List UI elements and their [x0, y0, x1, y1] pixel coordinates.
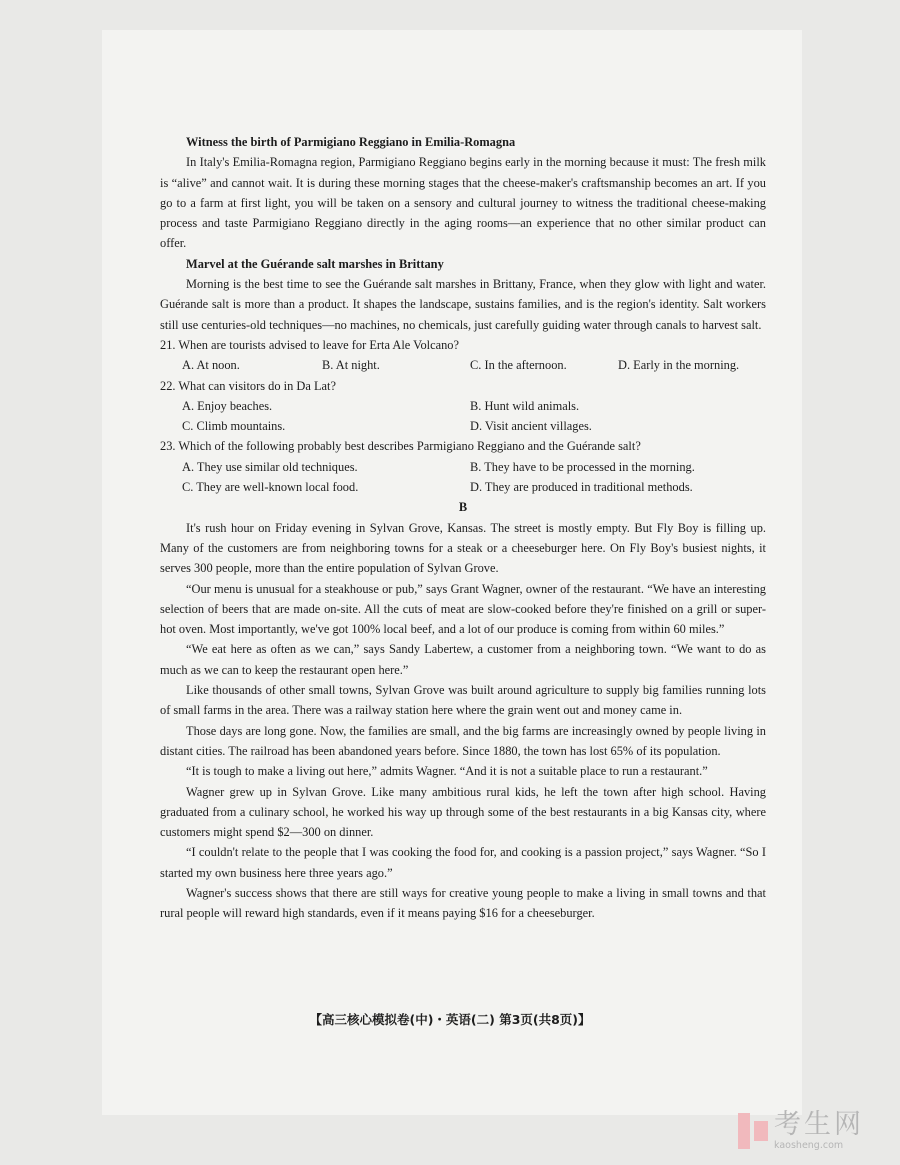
passage-b-paragraph-8: “I couldn't relate to the people that I was cooking the food for, and cooking is a passion project,” says Wagner. “So I started my own business here three years ago.”	[160, 845, 766, 880]
option-23-b: B. They have to be processed in the morning.	[470, 459, 695, 474]
option-22-a: A. Enjoy beaches.	[182, 398, 273, 413]
option-21-a: A. At noon.	[182, 358, 240, 373]
passage-b-paragraph-3: “We eat here as often as we can,” says Sandy Labertew, a customer from a neighboring town. “We want to do as much as we can to keep the restaurant open here.”	[160, 642, 766, 677]
parmigiano-paragraph: In Italy's Emilia-Romagna region, Parmigiano Reggiano begins early in the morning because it must: The fresh milk is “alive” and cannot wait. It is during these morning stages that the cheese-maker's craftsmanship becomes an art. If you go to a farm at first light, you will be taken on a sensory and cultural journey to witness the traditional cheese-making process and taste Parmigiano Reggiano directly in the aging rooms—an experience that no other similar product can offer.	[160, 155, 766, 251]
question-23-options-row1	[182, 457, 766, 477]
question-23-options-row2	[182, 477, 766, 497]
kaosheng-watermark	[738, 1110, 864, 1151]
option-23-d: D. They are produced in traditional methods.	[470, 480, 693, 495]
page-footer: 【高三核心模拟卷(中)・英语(二) 第3页(共8页)】	[309, 1012, 591, 1027]
option-21-b: B. At night.	[322, 358, 380, 373]
watermark-url: kaosheng.com	[774, 1140, 844, 1151]
question-22-options-row1	[182, 396, 766, 416]
parmigiano-heading: Witness the birth of Parmigiano Reggiano in Emilia-Romagna	[186, 135, 516, 149]
question-21: 21. When are tourists advised to leave for Erta Ale Volcano?	[160, 337, 460, 352]
watermark-brand: 考生网	[774, 1109, 864, 1140]
kaosheng-logo-icon	[738, 1113, 768, 1149]
option-22-c: C. Climb mountains.	[182, 419, 286, 434]
passage-b-paragraph-9: Wagner's success shows that there are still ways for creative young people to make a living in small towns and that rural people will reward high standards, even if it means paying $16 for a cheeseburger.	[160, 885, 766, 921]
passage-b-paragraph-5: Those days are long gone. Now, the families are small, and the big farms are increasingly owned by people living in distant cities. The railroad has been abandoned years before. Since 1880, the town has lost 65% of its population.	[160, 723, 766, 758]
passage-b-paragraph-6: “It is tough to make a living out here,” admits Wagner. “And it is not a suitable place to run a restaurant.”	[186, 764, 708, 779]
question-22: 22. What can visitors do in Da Lat?	[160, 378, 336, 393]
option-21-c: C. In the afternoon.	[470, 358, 567, 373]
guerande-heading: Marvel at the Guérande salt marshes in Brittany	[186, 256, 444, 271]
option-23-a: A. They use similar old techniques.	[182, 459, 358, 474]
option-22-d: D. Visit ancient villages.	[470, 419, 592, 434]
passage-b-paragraph-2: “Our menu is unusual for a steakhouse or pub,” says Grant Wagner, owner of the restaurant. “We have an interesting selection of beers that are made on-site. All the cuts of meat are slow-cooked before they're finished on a grill or super-hot oven. Most importantly, we've got 100% local beef, and a lot of our produce is coming from within 60 miles.”	[160, 581, 766, 637]
option-23-c: C. They are well-known local food.	[182, 480, 359, 495]
option-22-b: B. Hunt wild animals.	[470, 398, 580, 413]
passage-b-paragraph-4: Like thousands of other small towns, Sylvan Grove was built around agriculture to supply big families running lots of small farms in the area. There was a railway station here where the grain went out and money came in.	[160, 683, 766, 718]
passage-b-paragraph-1: It's rush hour on Friday evening in Sylvan Grove, Kansas. The street is mostly empty. But Fly Boy is filling up. Many of the customers are from neighboring towns for a steak or a cheeseburger here. On Fly Boy's busiest nights, it serves 300 people, more than the entire population of Sylvan Grove.	[160, 520, 766, 576]
section-b-label: B	[458, 500, 468, 515]
option-21-d: D. Early in the morning.	[618, 358, 740, 373]
question-23: 23. Which of the following probably best describes Parmigiano Reggiano and the Guérande salt?	[160, 439, 641, 454]
exam-content	[160, 132, 766, 924]
question-21-options	[182, 355, 766, 375]
passage-b-paragraph-7: Wagner grew up in Sylvan Grove. Like many ambitious rural kids, he left the town after high school. Having graduated from a culinary school, he worked his way up through some of the best restaurants in a big Kansas city, where customers might spend $2—300 on dinner.	[160, 784, 766, 840]
guerande-paragraph: Morning is the best time to see the Guérande salt marshes in Brittany, France, when they glow with light and water. Guérande salt is more than a product. It shapes the landscape, sustains families, and is the region's identity. Salt workers still use centuries-old techniques—no machines, no chemicals, just carefully guiding water through canals to harvest salt.	[160, 277, 766, 332]
watermark-text	[774, 1110, 864, 1151]
question-22-options-row2	[182, 416, 766, 436]
